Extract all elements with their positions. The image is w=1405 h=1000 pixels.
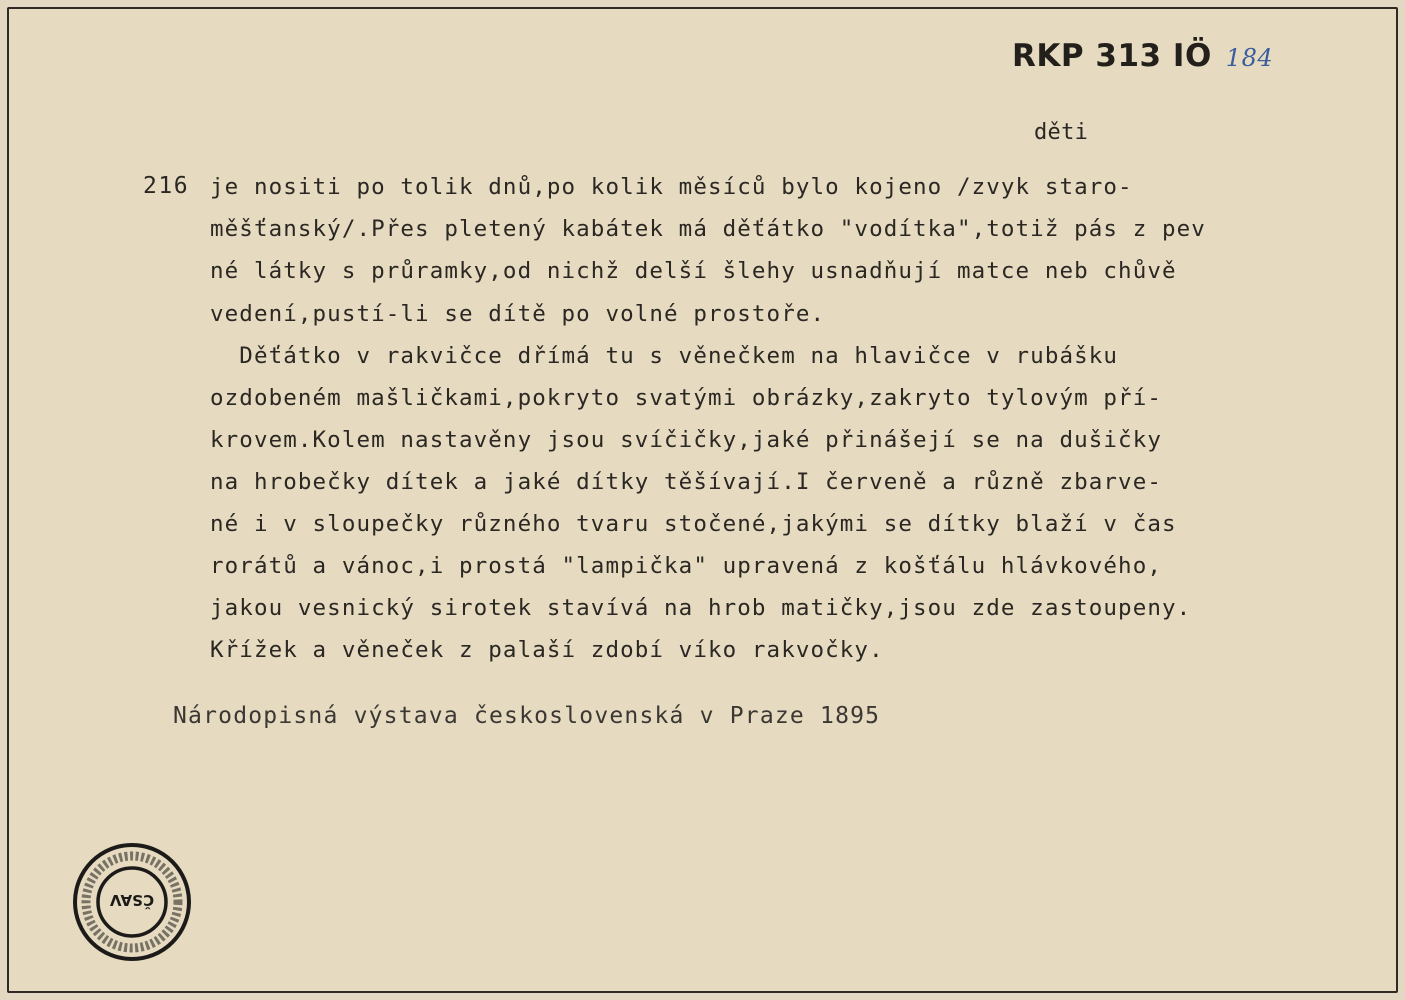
body-line: na hrobečky dítek a jaké dítky těšívají.I červeně a různě zbarve-: [210, 469, 1162, 495]
body-line: rorátů a vánoc,i prostá "lampička" upravená z košťálu hlávkového,: [210, 553, 1162, 579]
handwritten-page-number: 184: [1225, 44, 1274, 72]
body-line: né i v sloupečky různého tvaru stočené,jakými se dítky blaží v čas: [210, 511, 1177, 537]
body-line: jakou vesnický sirotek stavívá na hrob matičky,jsou zde zastoupeny.: [210, 595, 1192, 621]
body-line: né látky s průramky,od nichž delší šlehy usnadňují matce neb chůvě: [210, 258, 1177, 284]
body-line: Křížek a věneček z palaší zdobí víko rakvočky.: [210, 637, 884, 663]
body-line: vedení,pustí-li se dítě po volné prostoře.: [210, 301, 826, 327]
shelfmark-code: RKP 313 IÖ: [1012, 38, 1212, 74]
body-line: ozdobeném mašličkami,pokryto svatými obrázky,zakryto tylovým pří-: [210, 385, 1162, 411]
stamp-center-text: ČSAV: [109, 891, 155, 909]
body-line: Děťátko v rakvičce dřímá tu s věnečkem na hlavičce v rubášku: [210, 343, 1119, 369]
body-line: měšťanský/.Přes pletený kabátek má děťátko "vodítka",totiž pás z pev: [210, 216, 1206, 242]
body-line: je nositi po tolik dnů,po kolik měsíců bylo kojeno /zvyk staro-: [210, 174, 1133, 200]
card-number: 216: [143, 173, 190, 199]
source-citation: Národopisná výstava československá v Praze 1895: [173, 703, 881, 729]
body-line: krovem.Kolem nastavěny jsou svíčičky,jaké přinášejí se na dušičky: [210, 427, 1162, 453]
institution-stamp: [70, 840, 195, 965]
shelfmark: [1012, 38, 1273, 74]
topic-heading: děti: [1034, 120, 1089, 145]
archive-card: [7, 7, 1398, 993]
